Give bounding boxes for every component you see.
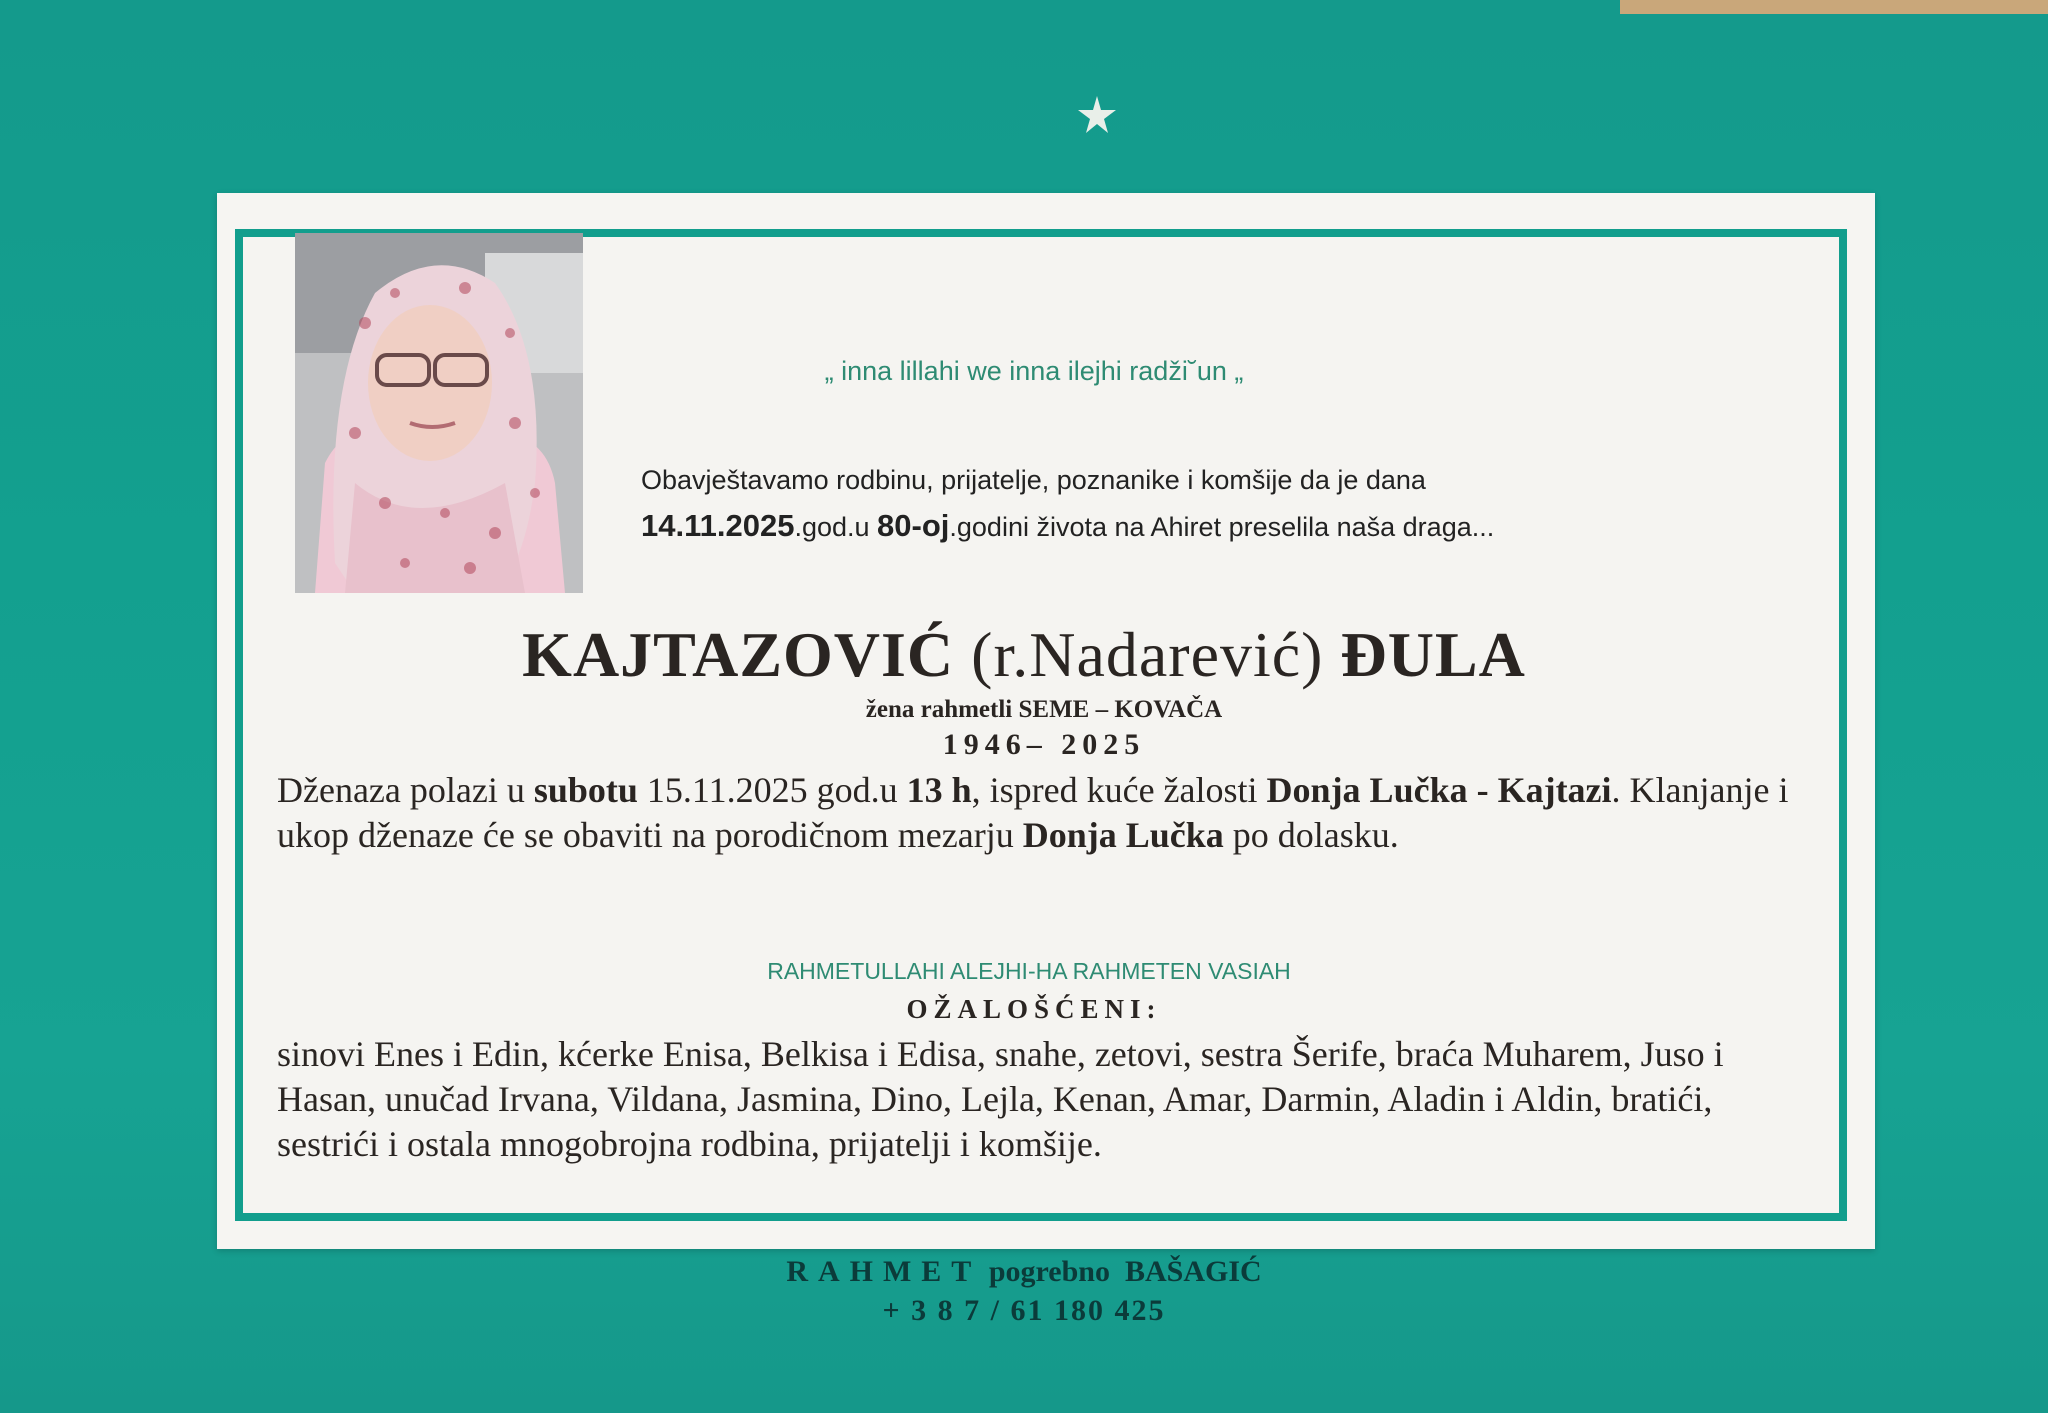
funeral-details [277,768,1817,858]
opening-quote: „ inna lillahi we inna ilejhi radži˘un „ [824,356,1244,386]
funeral-text: 15.11.2025 god.u [637,770,907,810]
funeral-text: , ispred kuće žalosti [971,770,1267,810]
announcement-line-1: Obavještavamo rodbinu, prijatelje, poznanike i komšije da je dana [641,465,1426,495]
funeral-home-service: pogrebno [988,1255,1110,1288]
spouse-line: žena rahmetli SEME – KOVAČA [865,696,1223,723]
mourners-list: sinovi Enes i Edin, kćerke Enisa, Belkisa i Edisa, snahe, zetovi, sestra Šerife, braća Muharem, Juso i Hasan, unučad Irvana, Vildana, Jasmina, Dino, Lejla, Kenan, Amar, Darmin, Aladin i Aldin, bratići, sestrići i ostala mnogobrojna rodbina, prijatelji i komšije. [277,1034,1724,1164]
surname: KAJTAZOVIĆ [522,619,955,690]
funeral-place: Donja Lučka - Kajtazi [1266,770,1612,810]
funeral-text: . Klanjanje i ukop dženaze će se obaviti na porodičnom mezarju [277,770,1789,855]
first-name: ĐULA [1340,619,1526,690]
funeral-text: po dolasku. [1223,815,1399,855]
announcement [641,458,1741,550]
funeral-home [0,1255,2048,1289]
funeral-home-owner: BAŠAGIĆ [1124,1255,1262,1288]
mourners-title: OŽALOŠĆENI: [906,994,1162,1024]
age: 80-oj [877,508,950,543]
funeral-day: subotu [533,770,638,810]
prayer-line: RAHMETULLAHI ALEJHI-HA RAHMETEN VASIAH [767,958,1291,984]
death-date: 14.11.2025 [641,508,795,543]
crescent-and-star-icon [985,36,1125,181]
funeral-home-phone: + 3 8 7 / 61 180 425 [882,1294,1166,1327]
maiden-name: (r.Nadarević) [971,619,1324,690]
announcement-line-2 [641,503,1741,550]
table-edge [1620,0,2048,14]
funeral-text: Dženaza polazi u [277,770,534,810]
funeral-time: 13 h [906,770,972,810]
announcement-text: .godini života na Ahiret preselila naša draga... [949,512,1495,542]
life-years: 1946– 2025 [942,728,1146,761]
deceased-name [0,618,2048,692]
cemetery: Donja Lučka [1022,815,1224,855]
funeral-home-brand: RAHMET [786,1255,982,1288]
announcement-text: .god.u [794,512,878,542]
portrait-photo [295,233,583,593]
